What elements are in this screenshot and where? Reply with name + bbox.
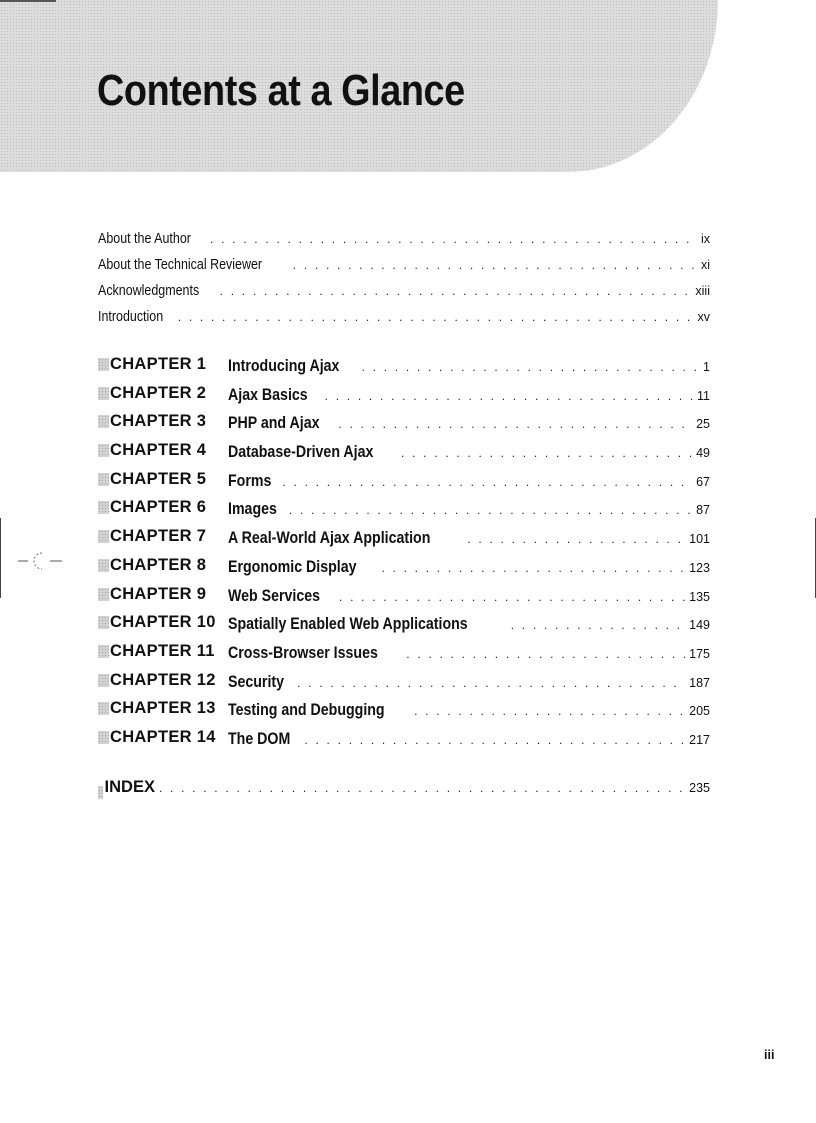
chapter-page: 175 bbox=[689, 646, 710, 661]
chapter-page: 67 bbox=[696, 474, 710, 489]
dot-leader bbox=[159, 781, 685, 795]
dot-leader bbox=[178, 310, 694, 324]
dot-leader bbox=[282, 475, 692, 489]
page-folio: iii bbox=[764, 1048, 775, 1062]
index-entry[interactable] bbox=[98, 778, 710, 806]
dot-leader bbox=[338, 417, 692, 431]
chapter-entry[interactable] bbox=[98, 498, 710, 527]
chapter-label: CHAPTER 3 bbox=[98, 412, 228, 431]
chapter-marker-icon bbox=[98, 358, 109, 371]
chapter-title: Database-Driven Ajax bbox=[228, 443, 374, 462]
chapter-label: CHAPTER 4 bbox=[98, 441, 228, 460]
toc-entry-acknowledgments[interactable] bbox=[98, 283, 710, 309]
chapter-page: 149 bbox=[689, 618, 710, 633]
index-page: 235 bbox=[689, 781, 710, 795]
dot-leader bbox=[220, 284, 692, 298]
dot-leader bbox=[293, 258, 697, 272]
dot-leader bbox=[511, 618, 685, 632]
front-matter-list bbox=[98, 231, 710, 335]
chapter-label: CHAPTER 5 bbox=[98, 470, 228, 489]
chapter-label: CHAPTER 10 bbox=[98, 613, 228, 632]
dot-leader bbox=[297, 676, 685, 690]
chapter-label: CHAPTER 8 bbox=[98, 556, 228, 575]
chapter-label: CHAPTER 13 bbox=[98, 699, 228, 718]
chapter-title: Cross-Browser Issues bbox=[228, 643, 378, 662]
chapter-title: Ajax Basics bbox=[228, 385, 308, 404]
dot-leader bbox=[339, 590, 685, 604]
chapter-entry[interactable] bbox=[98, 527, 710, 556]
dot-leader bbox=[362, 360, 699, 374]
chapter-marker-icon bbox=[98, 530, 109, 543]
chapter-marker-icon bbox=[98, 588, 109, 601]
chapter-page: 217 bbox=[689, 732, 710, 747]
chapter-list bbox=[98, 355, 710, 757]
chapter-entry[interactable] bbox=[98, 728, 710, 757]
chapter-page: 87 bbox=[696, 503, 710, 518]
chapter-page: 1 bbox=[703, 360, 710, 374]
chapter-entry[interactable] bbox=[98, 699, 710, 728]
chapter-page: 11 bbox=[697, 388, 710, 403]
dot-leader bbox=[381, 561, 685, 575]
chapter-marker-icon bbox=[98, 444, 109, 457]
toc-entry-page: ix bbox=[700, 232, 710, 246]
dot-leader bbox=[304, 733, 685, 747]
chapter-title: Ergonomic Display bbox=[228, 557, 357, 576]
chapter-entry[interactable] bbox=[98, 671, 710, 700]
chapter-title: A Real-World Ajax Application bbox=[228, 529, 431, 548]
chapter-label: CHAPTER 2 bbox=[98, 384, 228, 403]
chapter-title: Spatially Enabled Web Applications bbox=[228, 615, 468, 634]
toc-entry-title: Introduction bbox=[98, 309, 164, 325]
chapter-entry[interactable] bbox=[98, 556, 710, 585]
index-label: INDEX bbox=[104, 778, 155, 796]
dot-leader bbox=[406, 647, 685, 661]
header-rule bbox=[0, 0, 56, 2]
page-title: Contents at a Glance bbox=[97, 66, 465, 115]
chapter-marker-icon bbox=[98, 674, 109, 687]
chapter-entry[interactable] bbox=[98, 412, 710, 441]
index-list bbox=[98, 778, 710, 806]
index-marker-icon bbox=[98, 786, 103, 799]
toc-entry-introduction[interactable] bbox=[98, 309, 710, 335]
chapter-title: Testing and Debugging bbox=[228, 701, 385, 720]
chapter-entry[interactable] bbox=[98, 585, 710, 614]
toc-entry-about-author[interactable] bbox=[98, 231, 710, 257]
chapter-label: CHAPTER 14 bbox=[98, 728, 228, 747]
chapter-title: Forms bbox=[228, 471, 272, 490]
chapter-marker-icon bbox=[98, 702, 109, 715]
chapter-label: CHAPTER 11 bbox=[98, 642, 228, 661]
chapter-title: Images bbox=[228, 500, 277, 519]
toc-entry-title: Acknowledgments bbox=[98, 283, 200, 299]
chapter-page: 123 bbox=[689, 560, 710, 575]
dot-leader bbox=[210, 232, 697, 246]
chapter-entry[interactable] bbox=[98, 384, 710, 413]
chapter-marker-icon bbox=[98, 387, 109, 400]
toc-entry-title: About the Author bbox=[98, 231, 191, 247]
toc-entry-page: xiii bbox=[695, 284, 710, 298]
toc-entry-about-reviewer[interactable] bbox=[98, 257, 710, 283]
chapter-title: Web Services bbox=[228, 586, 321, 605]
chapter-marker-icon bbox=[98, 501, 109, 514]
chapter-entry[interactable] bbox=[98, 441, 710, 470]
chapter-title: Security bbox=[228, 672, 285, 691]
chapter-page: 187 bbox=[689, 675, 710, 690]
chapter-marker-icon bbox=[98, 616, 109, 629]
chapter-page: 25 bbox=[696, 417, 710, 432]
chapter-page: 101 bbox=[689, 532, 710, 547]
chapter-label: CHAPTER 7 bbox=[98, 527, 228, 546]
chapter-label: CHAPTER 6 bbox=[98, 498, 228, 517]
chapter-title: PHP and Ajax bbox=[228, 414, 320, 433]
chapter-entry[interactable] bbox=[98, 613, 710, 642]
chapter-title: The DOM bbox=[228, 729, 291, 748]
chapter-page: 205 bbox=[689, 704, 710, 719]
chapter-label: CHAPTER 9 bbox=[98, 585, 228, 604]
registration-mark-icon bbox=[18, 550, 62, 572]
dot-leader bbox=[401, 446, 692, 460]
chapter-entry[interactable] bbox=[98, 642, 710, 671]
chapter-label: CHAPTER 12 bbox=[98, 671, 228, 690]
toc-entry-title: About the Technical Reviewer bbox=[98, 257, 263, 273]
chapter-label: CHAPTER 1 bbox=[98, 355, 228, 374]
toc-entry-page: xi bbox=[700, 258, 710, 272]
chapter-page: 135 bbox=[689, 589, 710, 604]
toc-entry-page: xv bbox=[697, 310, 710, 324]
dot-leader bbox=[414, 704, 685, 718]
chapter-entry[interactable] bbox=[98, 355, 710, 384]
chapter-page: 49 bbox=[696, 446, 710, 461]
chapter-marker-icon bbox=[98, 473, 109, 486]
chapter-marker-icon bbox=[98, 415, 109, 428]
chapter-marker-icon bbox=[98, 645, 109, 658]
chapter-entry[interactable] bbox=[98, 470, 710, 499]
dot-leader bbox=[467, 532, 685, 546]
dot-leader bbox=[289, 503, 692, 517]
chapter-marker-icon bbox=[98, 731, 109, 744]
chapter-marker-icon bbox=[98, 559, 109, 572]
chapter-title: Introducing Ajax bbox=[228, 357, 340, 375]
crop-mark-left bbox=[0, 518, 1, 598]
dot-leader bbox=[325, 389, 693, 403]
